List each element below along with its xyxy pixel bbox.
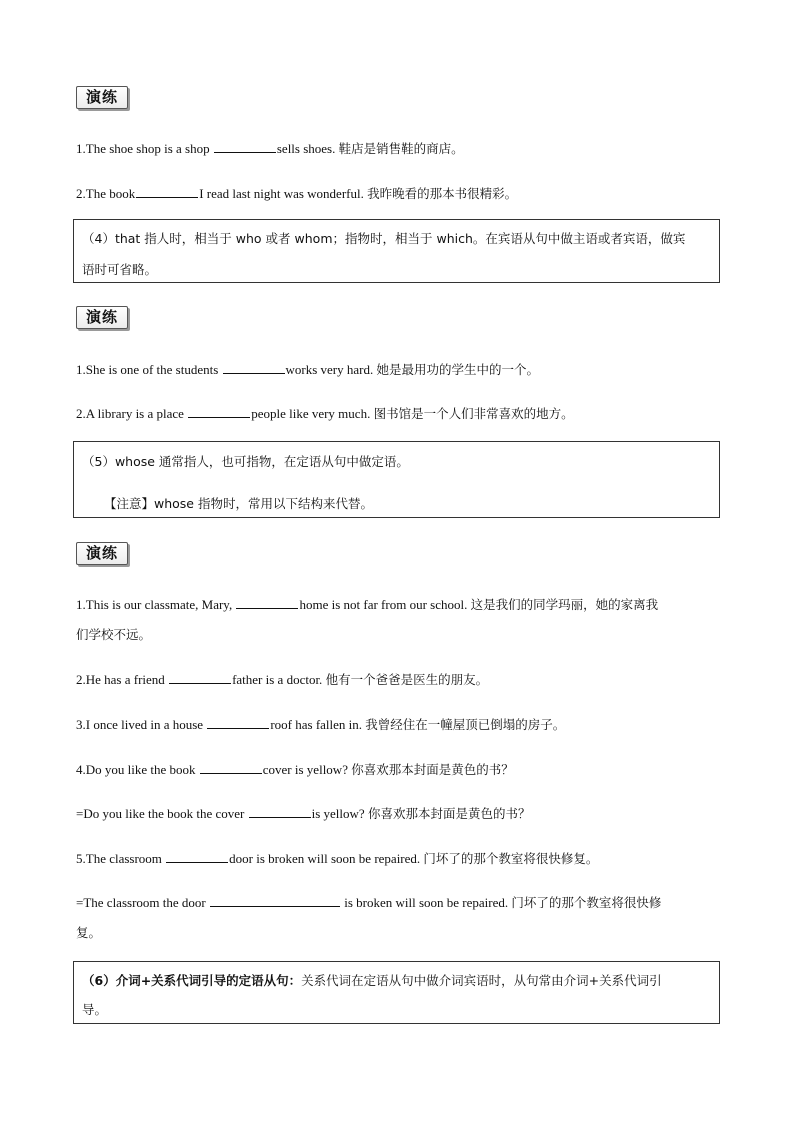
note-text: 导。 bbox=[82, 1002, 108, 1017]
exercise-line bbox=[76, 360, 539, 378]
sentence-end: sells shoes. bbox=[276, 141, 339, 156]
sentence-start: 3.I once lived in a house bbox=[76, 717, 207, 732]
answer-blank[interactable] bbox=[210, 894, 340, 907]
sentence-end: I read last night was wonderful. bbox=[199, 186, 368, 201]
exercise-line bbox=[76, 595, 658, 613]
answer-blank[interactable] bbox=[136, 185, 198, 198]
answer-blank[interactable] bbox=[188, 405, 250, 418]
sentence-start: 2.A library is a place bbox=[76, 406, 188, 421]
exercise-line bbox=[76, 849, 598, 867]
answer-blank[interactable] bbox=[223, 361, 285, 374]
chinese-translation: 图书馆是一个人们非常喜欢的地方。 bbox=[373, 406, 574, 421]
chinese-translation: 鞋店是销售鞋的商店。 bbox=[338, 141, 464, 156]
sentence-end: is yellow? bbox=[311, 806, 368, 821]
chinese-translation: 门坏了的那个教室将很快修复。 bbox=[423, 851, 599, 866]
exercise-line bbox=[76, 404, 574, 422]
note-text: （4）that 指人时，相当于 who 或者 whom；指物时，相当于 which。在宾语从句中做主语或者宾语，做宾 bbox=[82, 231, 686, 246]
exercise-line bbox=[76, 184, 517, 202]
sentence-start: =The classroom the door bbox=[76, 895, 209, 910]
note-text: 【注意】whose 指物时，常用以下结构来代替。 bbox=[104, 496, 373, 511]
sentence-end: father is a doctor. bbox=[232, 672, 326, 687]
sentence-start: 2.The book bbox=[76, 186, 136, 201]
exercise-line bbox=[76, 804, 530, 822]
exercise-line-continued: 复。 bbox=[76, 925, 102, 940]
exercise-line-continued: 们学校不远。 bbox=[76, 627, 152, 642]
answer-blank[interactable] bbox=[214, 140, 276, 153]
answer-blank[interactable] bbox=[236, 596, 298, 609]
practice-tag: 演练 bbox=[76, 542, 128, 565]
note-body: 关系代词在定语从句中做介词宾语时，从句常由介词+关系代词引 bbox=[301, 973, 662, 988]
chinese-translation: 他有一个爸爸是医生的朋友。 bbox=[325, 672, 489, 687]
chinese-translation: 你喜欢那本封面是黄色的书？ bbox=[351, 762, 514, 777]
answer-blank[interactable] bbox=[207, 716, 269, 729]
chinese-translation: 我昨晚看的那本书很精彩。 bbox=[367, 186, 518, 201]
note-text bbox=[82, 971, 662, 989]
chinese-translation: 门坏了的那个教室将很快修 bbox=[511, 895, 662, 910]
sentence-end: people like very much. bbox=[251, 406, 374, 421]
answer-blank[interactable] bbox=[249, 805, 311, 818]
practice-tag: 演练 bbox=[76, 306, 128, 329]
exercise-line bbox=[76, 893, 661, 911]
chinese-translation: 我曾经住在一幢屋顶已倒塌的房子。 bbox=[365, 717, 566, 732]
sentence-end: is broken will soon be repaired. bbox=[340, 895, 512, 910]
note-text: （5）whose 通常指人，也可指物，在定语从句中做定语。 bbox=[82, 454, 409, 469]
chinese-translation: 这是我们的同学玛丽，她的家离我 bbox=[470, 597, 659, 612]
sentence-end: roof has fallen in. bbox=[270, 717, 366, 732]
practice-tag: 演练 bbox=[76, 86, 128, 109]
note-text: 语时可省略。 bbox=[82, 262, 158, 277]
note-title: （6）介词+关系代词引导的定语从句： bbox=[82, 973, 302, 988]
exercise-line bbox=[76, 760, 514, 778]
chinese-translation: 她是最用功的学生中的一个。 bbox=[376, 362, 540, 377]
sentence-start: 1.She is one of the students bbox=[76, 362, 222, 377]
grammar-note-6 bbox=[73, 961, 720, 1024]
grammar-note-4 bbox=[73, 219, 720, 283]
sentence-start: 2.He has a friend bbox=[76, 672, 169, 687]
chinese-translation: 你喜欢那本封面是黄色的书？ bbox=[367, 806, 531, 821]
sentence-end: cover is yellow? bbox=[262, 762, 352, 777]
sentence-start: 1.The shoe shop is a shop bbox=[76, 141, 213, 156]
sentence-start: 1.This is our classmate, Mary, bbox=[76, 597, 236, 612]
sentence-end: door is broken will soon be repaired. bbox=[229, 851, 424, 866]
exercise-line bbox=[76, 715, 565, 733]
sentence-end: works very hard. bbox=[285, 362, 377, 377]
exercise-line bbox=[76, 139, 464, 157]
answer-blank[interactable] bbox=[169, 671, 231, 684]
sentence-start: 5.The classroom bbox=[76, 851, 166, 866]
sentence-end: home is not far from our school. bbox=[299, 597, 471, 612]
answer-blank[interactable] bbox=[200, 761, 262, 774]
sentence-start: 4.Do you like the book bbox=[76, 762, 199, 777]
grammar-note-5 bbox=[73, 441, 720, 518]
answer-blank[interactable] bbox=[166, 850, 228, 863]
exercise-line bbox=[76, 670, 488, 688]
sentence-start: =Do you like the book the cover bbox=[76, 806, 248, 821]
